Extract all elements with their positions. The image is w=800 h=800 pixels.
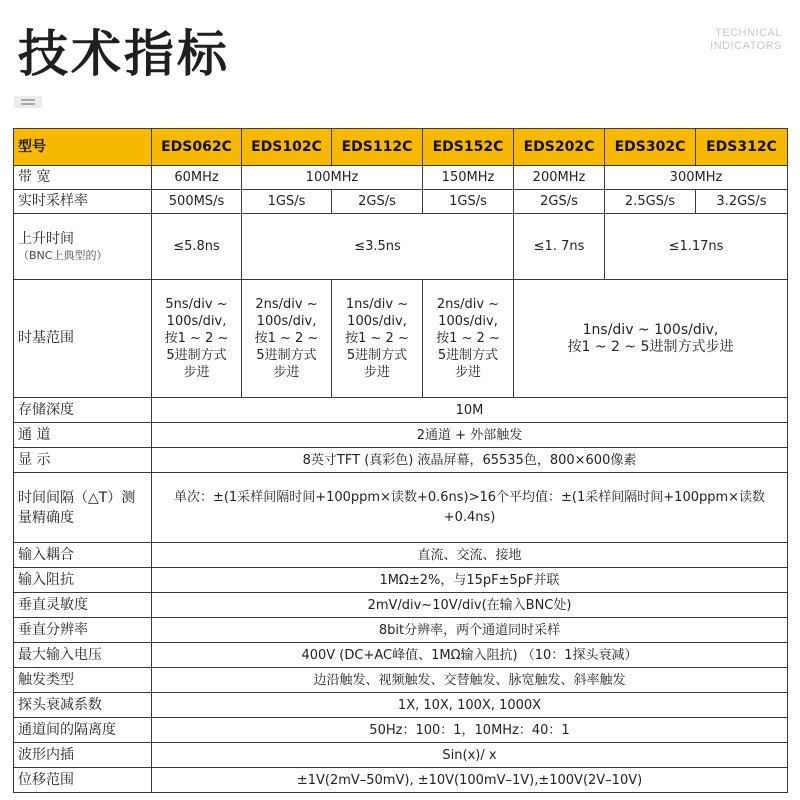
timebase-line: 步进 [273,365,300,380]
row-label: 最大输入电压 [14,643,152,668]
row-value: 直流、交流、接地 [152,543,788,568]
row-value: Sin(x)/ x [152,743,788,768]
timebase-cell [332,280,423,398]
spec-row [14,743,788,768]
rise-time-row [14,214,788,280]
spec-row [14,448,788,473]
row-label: 触发类型 [14,668,152,693]
spec-row [14,398,788,423]
row-label: 显 示 [14,448,152,473]
row-label: 实时采样率 [14,190,152,214]
spec-row [14,768,788,793]
timebase-line: 步进 [454,365,481,380]
row-label: 输入耦合 [14,543,152,568]
timebase-line: 1ns/div ~ 100s/div, [582,321,719,338]
sample-rate-cell: 1GS/s [242,190,332,214]
subtitle-line-2: INDICATORS [710,40,782,52]
row-label: 输入阻抗 [14,568,152,593]
sample-rate-cell: 2GS/s [514,190,605,214]
menu-icon [14,96,42,108]
rise-time-cell: ≤1.17ns [605,214,788,280]
spec-row [14,473,788,543]
model-cell: EDS062C [152,129,242,166]
row-value: 1X, 10X, 100X, 1000X [152,693,788,718]
row-label: 时基范围 [14,280,152,398]
rise-time-cell: ≤5.8ns [152,214,242,280]
row-value: 单次：±(1采样间隔时间+100ppm×读数+0.6ns)>16个平均值：±(1采样间隔时间+100ppm×读数+0.4ns) [152,473,788,543]
bandwidth-cell: 150MHz [423,166,514,190]
timebase-line: 按1 ~ 2 ~ [164,331,229,346]
sample-rate-cell: 2.5GS/s [605,190,696,214]
sample-rate-cell: 2GS/s [332,190,423,214]
row-value: 边沿触发、视频触发、交替触发、脉宽触发、斜率触发 [152,668,788,693]
timebase-line: 按1 ~ 2 ~ [254,331,319,346]
timebase-line: 5ns/div ~ [165,297,228,312]
row-label: 通 道 [14,423,152,448]
row-value: 50Hz：100：1，10MHz：40：1 [152,718,788,743]
timebase-row [14,280,788,398]
model-cell: EDS202C [514,129,605,166]
spec-row [14,718,788,743]
row-value: 400V (DC+AC峰值、1MΩ输入阻抗) （10：1探头衰减） [152,643,788,668]
bandwidth-row [14,166,788,190]
spec-table [13,128,788,793]
timebase-line: 100s/div, [438,314,498,329]
spec-row [14,423,788,448]
spec-row [14,668,788,693]
row-label: 型号 [14,129,152,166]
row-value: 10M [152,398,788,423]
spec-row [14,693,788,718]
timebase-cell [242,280,332,398]
bandwidth-cell: 200MHz [514,166,605,190]
spec-row [14,643,788,668]
row-label: 垂直灵敏度 [14,593,152,618]
sample-rate-cell: 500MS/s [152,190,242,214]
row-label: 垂直分辨率 [14,618,152,643]
sample-rate-cell: 3.2GS/s [696,190,788,214]
timebase-line: 5进制方式 [256,348,317,363]
page-title: 技术指标 [18,25,230,83]
model-cell: EDS152C [423,129,514,166]
row-label: 位移范围 [14,768,152,793]
row-value: 8英寸TFT (真彩色) 液晶屏幕，65535色，800×600像素 [152,448,788,473]
timebase-line: 步进 [183,365,210,380]
timebase-cell [514,280,788,398]
timebase-line: 5进制方式 [166,348,227,363]
spec-row [14,543,788,568]
rise-time-cell: ≤1. 7ns [514,214,605,280]
bandwidth-cell: 100MHz [242,166,423,190]
row-value: 1MΩ±2%，与15pF±5pF并联 [152,568,788,593]
bandwidth-cell: 300MHz [605,166,788,190]
model-row [14,129,788,166]
rise-time-label [14,214,152,280]
timebase-line: 按1 ~ 2 ~ [345,331,409,346]
row-label: 通道间的隔离度 [14,718,152,743]
rise-time-cell: ≤3.5ns [242,214,514,280]
row-label: 时间间隔（△T）测量精确度 [14,473,152,543]
timebase-line: 100s/div, [256,314,317,329]
timebase-line: 步进 [363,365,390,380]
timebase-line: 5进制方式 [437,348,499,363]
model-cell: EDS302C [605,129,696,166]
row-sublabel: （BNC上典型的） [18,248,108,262]
timebase-cell [152,280,242,398]
bandwidth-cell: 60MHz [152,166,242,190]
timebase-line: 100s/div, [347,314,407,329]
sample-rate-cell: 1GS/s [423,190,514,214]
timebase-line: 5进制方式 [346,348,408,363]
timebase-line: 1ns/div ~ [345,297,409,312]
timebase-line: 100s/div, [166,314,227,329]
row-value: 2mV/div~10V/div(在输入BNC处) [152,593,788,618]
model-cell: EDS112C [332,129,423,166]
sample-rate-row [14,190,788,214]
spec-row [14,593,788,618]
timebase-line: 按1 ~ 2 ~ 5进制方式步进 [567,338,734,355]
row-label: 带 宽 [14,166,152,190]
timebase-line: 2ns/div ~ [436,297,500,312]
row-value: 2通道 + 外部触发 [152,423,788,448]
row-label: 波形内插 [14,743,152,768]
spec-row [14,618,788,643]
model-cell: EDS312C [696,129,788,166]
spec-row [14,568,788,593]
subtitle-line-1: TECHNICAL [715,27,782,39]
row-label: 探头衰减系数 [14,693,152,718]
row-label: 存储深度 [14,398,152,423]
model-cell: EDS102C [242,129,332,166]
page-subtitle [710,27,782,53]
timebase-line: 2ns/div ~ [255,297,318,312]
timebase-cell [423,280,514,398]
timebase-line: 按1 ~ 2 ~ [436,331,500,346]
row-value: 8bit分辨率，两个通道同时采样 [152,618,788,643]
row-value: ±1V(2mV–50mV), ±10V(100mV–1V),±100V(2V–10V) [152,768,788,793]
row-label: 上升时间 [18,230,74,247]
